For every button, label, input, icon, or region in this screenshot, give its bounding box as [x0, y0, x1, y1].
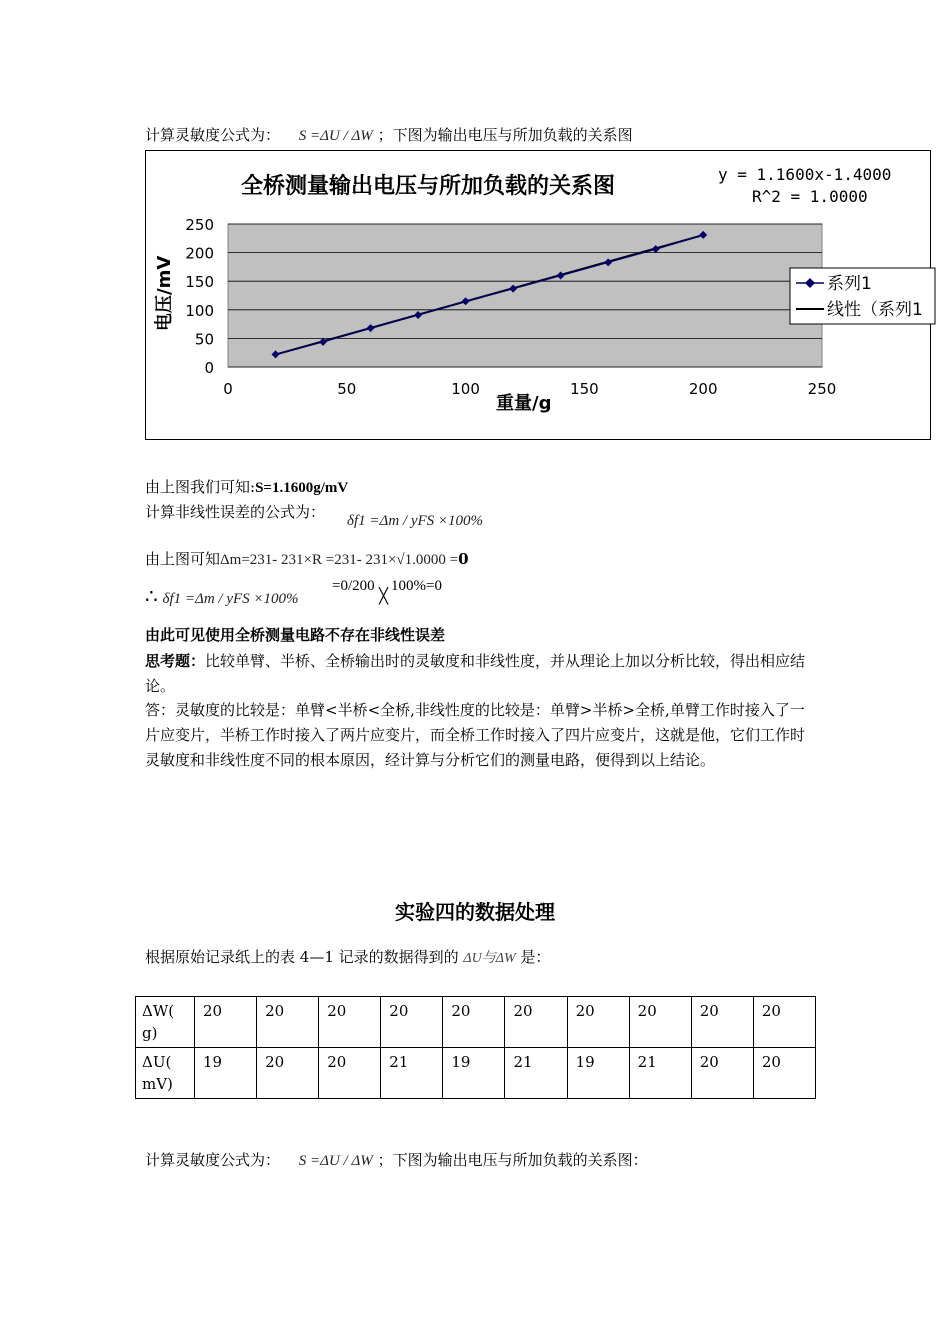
table-cell: 20	[195, 997, 257, 1048]
question-label: 思考题：	[145, 652, 206, 670]
section4-intro	[145, 947, 550, 969]
table-cell: 20	[567, 997, 629, 1048]
data-table	[135, 996, 816, 1099]
table-cell: 20	[691, 1048, 753, 1099]
y-tick-label: 150	[185, 273, 214, 292]
r-squared: R^2 = 1.0000	[752, 187, 868, 206]
legend	[790, 268, 935, 324]
sensitivity-formula: S =ΔU / ΔW	[298, 128, 373, 144]
chart-svg	[146, 151, 930, 439]
s-result-line	[145, 477, 348, 498]
therefore-symbol: ∴	[145, 584, 158, 608]
dm-prefix: 由上图可知	[145, 550, 221, 568]
y-tick-label: 200	[185, 244, 214, 263]
table-cell: 20	[381, 997, 443, 1048]
dm-formula: Δm=231- 231×R =231- 231×√1.0000 =	[220, 552, 459, 568]
formula-line-1	[145, 125, 633, 146]
formula-intro: 计算灵敏度公式为：	[145, 126, 281, 144]
table-cell: 21	[505, 1048, 567, 1099]
y-tick-label: 250	[185, 216, 214, 234]
y-tick-label: 100	[185, 301, 214, 320]
row-header: ΔU( mV)	[136, 1048, 195, 1099]
formula-tail-2: ；下图为输出电压与所加负载的关系图：	[377, 1151, 648, 1169]
therefore-tail-b: 100%=0	[391, 578, 442, 594]
table-cell: 20	[319, 997, 381, 1048]
dm-result: 0	[458, 550, 469, 568]
y-tick-label: 50	[194, 330, 214, 349]
plot-area	[228, 224, 822, 367]
row-header: ΔW( g)	[136, 997, 195, 1048]
x-tick-label: 200	[688, 380, 718, 398]
x-axis-label: 重量/g	[496, 393, 552, 414]
s-result-value: S=1.1600g/mV	[255, 480, 349, 496]
table-cell: 20	[443, 997, 505, 1048]
y-tick-label: 0	[204, 359, 214, 377]
therefore-tail-a: =0/200	[332, 578, 375, 594]
table-cell: 19	[443, 1048, 505, 1099]
therefore-tail-x: ╳	[379, 587, 389, 605]
section4-intro-tail: 是：	[520, 948, 551, 966]
table-row	[136, 1048, 816, 1099]
chart-frame	[145, 150, 931, 440]
therefore-formula: δf1 =Δm / yFS ×100%	[162, 591, 299, 607]
section-heading: 实验四的数据处理	[395, 900, 555, 924]
question-text: 比较单臂、半桥、全桥输出时的灵敏度和非线性度，并从理论上加以分析比较，得出相应结论。	[145, 652, 806, 695]
question-paragraph	[145, 649, 815, 699]
table-cell: 20	[257, 997, 319, 1048]
table-cell: 20	[691, 997, 753, 1048]
x-tick-label: 100	[451, 380, 480, 398]
x-tick-label: 0	[223, 380, 233, 398]
table-cell: 20	[629, 997, 691, 1048]
table-cell: 19	[567, 1048, 629, 1099]
x-tick-label: 150	[570, 380, 599, 398]
legend-item-series1: 系列1	[827, 274, 872, 294]
table-cell: 20	[753, 1048, 815, 1099]
table-row	[136, 997, 816, 1048]
therefore-line	[145, 586, 299, 609]
formula-tail: ；下图为输出电压与所加负载的关系图	[377, 126, 633, 144]
y-axis-label: 电压/mV	[154, 255, 175, 331]
table-cell: 20	[753, 997, 815, 1048]
formula-intro-2: 计算灵敏度公式为：	[145, 1151, 281, 1169]
table-cell: 20	[505, 997, 567, 1048]
formula-line-2	[145, 1150, 648, 1171]
trendline-equation: y = 1.1600x-1.4000	[718, 165, 892, 184]
s-result-prefix: 由上图我们可知:	[145, 478, 256, 496]
conclusion: 由此可见使用全桥测量电路不存在非线性误差	[145, 626, 446, 644]
dm-line	[145, 549, 469, 570]
chart-title: 全桥测量输出电压与所加负载的关系图	[241, 174, 616, 199]
x-tick-label: 250	[807, 380, 837, 398]
table-cell: 20	[257, 1048, 319, 1099]
section4-intro-symbol: ΔU与ΔW	[463, 951, 516, 966]
legend-item-linear: 线性（系列1	[827, 300, 923, 320]
y-tick-labels	[185, 216, 214, 377]
table-cell: 19	[195, 1048, 257, 1099]
nonlinear-intro: 计算非线性误差的公式为：	[145, 503, 326, 521]
nonlinear-formula: δf1 =Δm / yFS ×100%	[347, 513, 484, 529]
table-cell: 20	[319, 1048, 381, 1099]
sensitivity-formula-2: S =ΔU / ΔW	[298, 1153, 373, 1169]
answer-paragraph: 答：灵敏度的比较是：单臂<半桥<全桥,非线性度的比较是：单臂>半桥>全桥,单臂工作时接入了一片应变片，半桥工作时接入了两片应变片，而全桥工作时接入了四片应变片，这就是他，它们工作时灵敏度和非线性度不同的根本原因，经计算与分析它们的测量电路，便得到以上结论。	[145, 701, 806, 769]
table-cell: 21	[629, 1048, 691, 1099]
table-cell: 21	[381, 1048, 443, 1099]
section4-intro-text: 根据原始记录纸上的表 4—1 记录的数据得到的	[145, 948, 459, 966]
x-tick-label: 50	[337, 380, 357, 398]
